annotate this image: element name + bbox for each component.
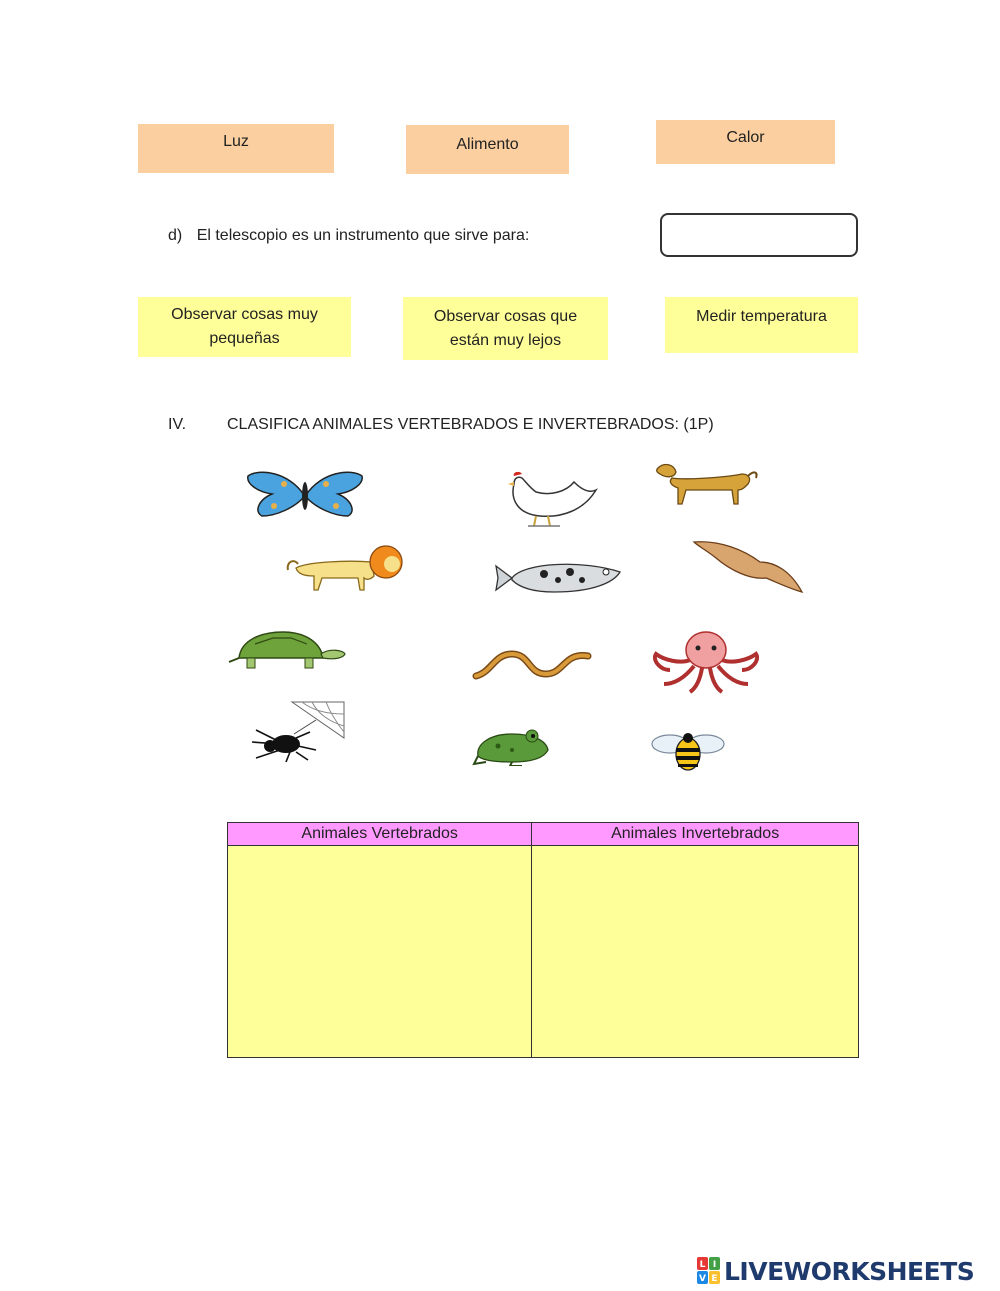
bee-icon[interactable]: [648, 728, 728, 772]
option-line: Observar cosas que: [433, 307, 578, 325]
option-label: Luz: [223, 132, 249, 150]
question-number: d): [168, 227, 183, 244]
option-luz[interactable]: [138, 124, 334, 173]
drop-zone-vertebrados[interactable]: [228, 846, 532, 1058]
section-iv-heading: [168, 416, 186, 434]
drop-zone-invertebrados[interactable]: [532, 846, 859, 1058]
option-observar-lejos[interactable]: [403, 297, 608, 360]
question-text: El telescopio es un instrumento que sirve para:: [196, 227, 530, 244]
option-calor[interactable]: [656, 120, 835, 164]
header-vertebrados: Animales Vertebrados: [228, 823, 532, 846]
option-label: Alimento: [456, 135, 519, 153]
option-observar-pequenas[interactable]: [138, 297, 351, 357]
question-d: [168, 227, 529, 245]
bird-icon[interactable]: [690, 536, 804, 598]
fish-icon[interactable]: [494, 558, 626, 596]
section-number: IV.: [168, 416, 187, 433]
option-label: Calor: [726, 129, 765, 146]
butterfly-icon[interactable]: [244, 470, 366, 520]
hen-icon[interactable]: [500, 470, 602, 528]
turtle-icon[interactable]: [225, 630, 347, 670]
classification-table: [227, 822, 859, 1058]
svg-text:L: L: [699, 1260, 706, 1270]
option-line: están muy lejos: [449, 331, 562, 349]
header-invertebrados: Animales Invertebrados: [532, 823, 859, 846]
option-line: Observar cosas muy: [171, 306, 318, 323]
option-line: pequeñas: [209, 330, 280, 347]
logo-text: LIVEWORKSHEETS: [724, 1256, 975, 1286]
option-line: Medir temperatura: [696, 308, 827, 325]
svg-text:I: I: [712, 1260, 717, 1270]
lion-icon[interactable]: [286, 544, 410, 594]
option-medir-temperatura[interactable]: [665, 297, 858, 353]
option-alimento[interactable]: [406, 125, 569, 174]
worm-icon[interactable]: [472, 646, 594, 682]
section-iv-title: CLASIFICA ANIMALES VERTEBRADOS E INVERTEBRADOS: (1P): [227, 416, 714, 433]
answer-drop-box[interactable]: [660, 213, 858, 257]
svg-text:V: V: [699, 1274, 706, 1284]
liveworksheets-logo: [697, 1256, 974, 1286]
frog-icon[interactable]: [472, 726, 552, 766]
svg-text:E: E: [711, 1274, 718, 1284]
spider-icon[interactable]: [246, 700, 348, 764]
liveworksheets-badge-icon: [697, 1257, 721, 1285]
octopus-icon[interactable]: [650, 630, 762, 696]
dog-icon[interactable]: [652, 460, 760, 508]
